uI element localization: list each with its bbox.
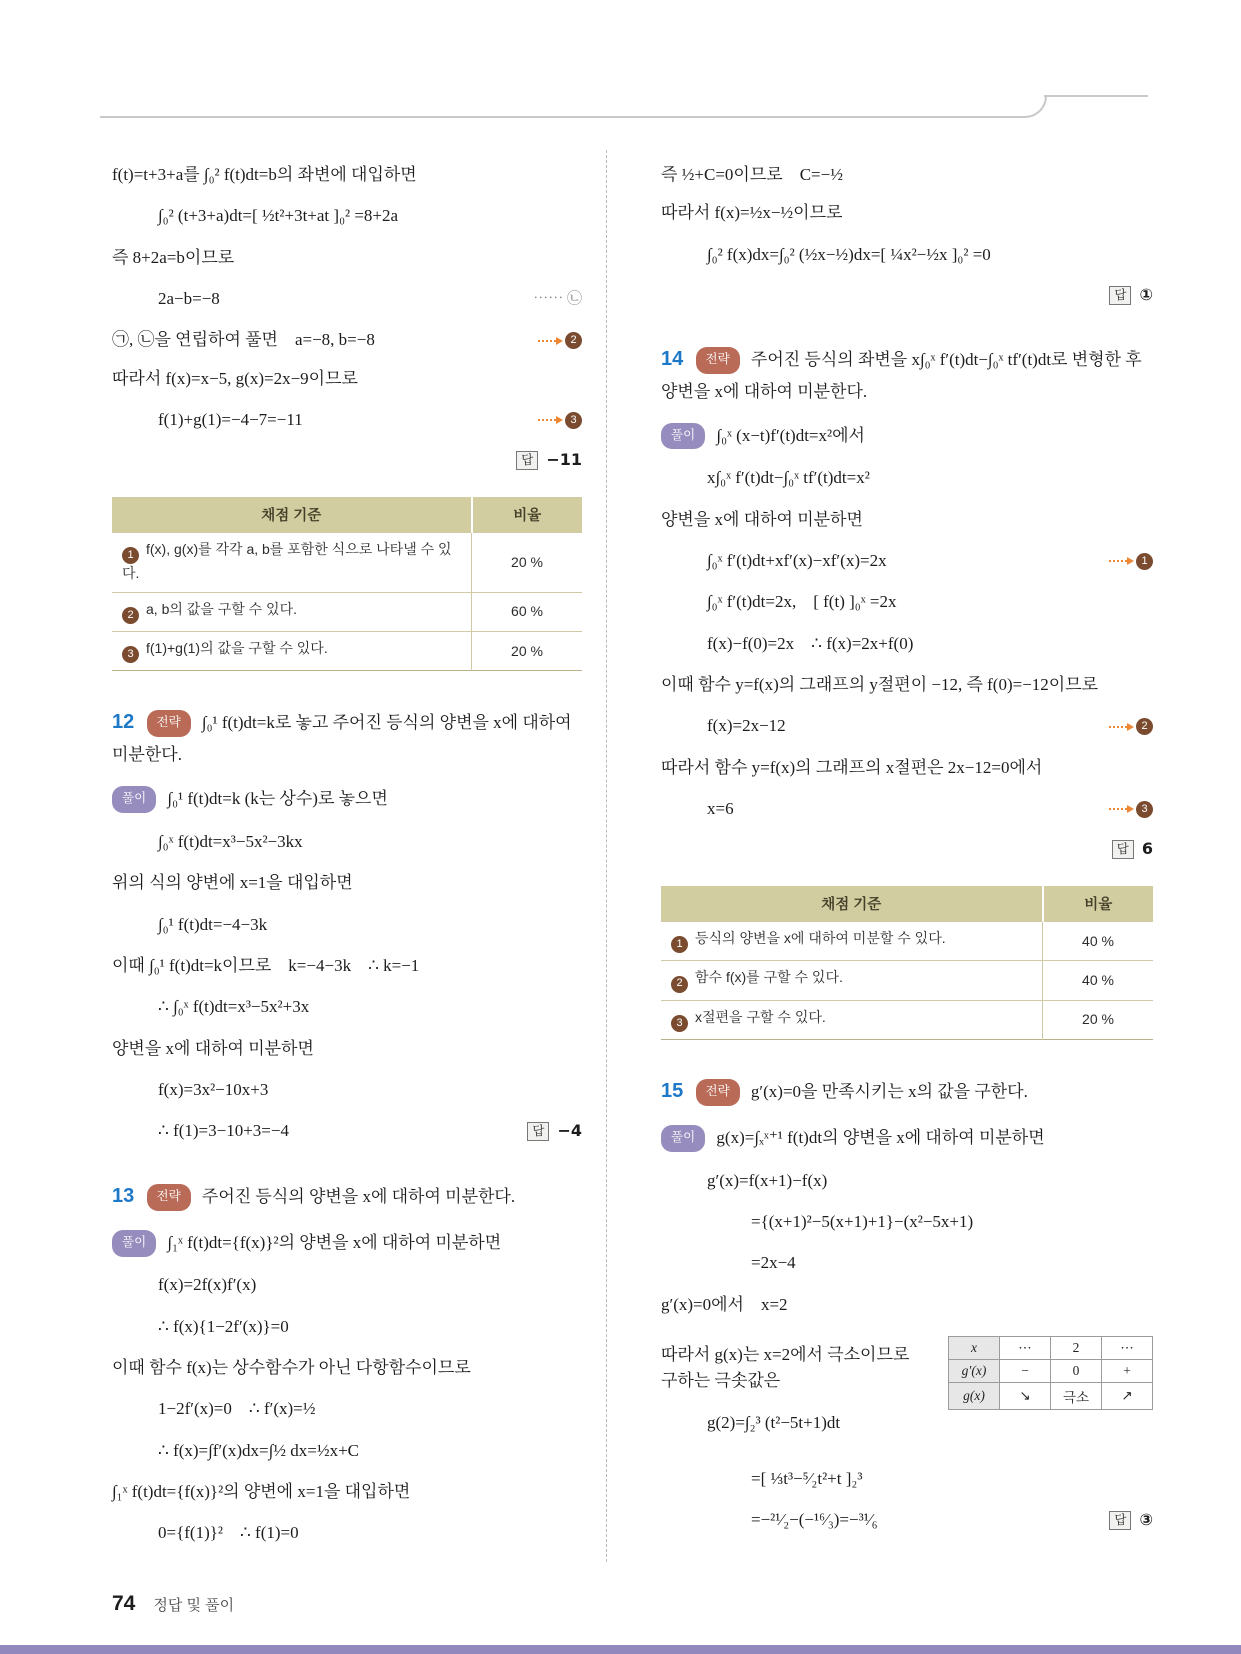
table-row — [661, 922, 1153, 961]
answer-value: −4 — [557, 1121, 582, 1141]
sign-cell: + — [1102, 1359, 1153, 1382]
solution-text: 따라서 함수 y=f(x)의 그래프의 x절편은 2x−12=0에서 — [661, 757, 1043, 777]
sign-cell: ↘ — [1000, 1382, 1051, 1409]
equation-text: ∫₀² f(x)dx=∫₀² (½x−½)dx=[ ¼x²−½x ]₀² =0 — [707, 244, 991, 264]
equation-line — [661, 713, 1153, 739]
equation-line — [661, 1209, 1153, 1235]
answer-box: 답 — [1112, 840, 1134, 859]
equation-text: ∫₀ˣ f′(t)dt+xf′(x)−xf′(x)=2x — [707, 551, 887, 571]
step-marker — [538, 332, 582, 349]
table-header-row — [112, 497, 582, 533]
solution-text: ∫₀ˣ (x−t)f′(t)dt=x²에서 — [716, 425, 865, 445]
solution-badge: 풀이 — [661, 423, 705, 450]
table-header-row — [661, 886, 1153, 922]
solution-line — [112, 1479, 582, 1505]
table-row — [661, 1000, 1153, 1039]
criteria-text: x절편을 구할 수 있다. — [695, 1008, 826, 1025]
equation-line — [112, 1396, 582, 1422]
equation-text: ∫₀² (t+3+a)dt=[ ½t²+3t+at ]₀² =8+2a — [158, 206, 399, 226]
equation-text: ∴ f(x)=∫f′(x)dx=∫½ dx=½x+C — [158, 1440, 360, 1460]
equation-line — [112, 1520, 582, 1546]
equation-text: g′(x)=f(x+1)−f(x) — [707, 1170, 828, 1190]
equation-line — [112, 994, 582, 1020]
answer-marker — [1109, 1508, 1153, 1533]
sign-cell: ⋯ — [1000, 1336, 1051, 1359]
solution-line — [112, 327, 582, 353]
ratio-cell: 40 % — [1043, 961, 1154, 1000]
footer-label: 정답 및 풀이 — [153, 1597, 235, 1614]
flow-arrow-icon — [538, 419, 560, 421]
equation-text: 2a−b=−8 — [158, 289, 220, 309]
solution-line — [661, 507, 1153, 533]
solution-text: ㉠, ㉡을 연립하여 풀면 a=−8, b=−8 — [112, 330, 375, 350]
sign-cell: 0 — [1051, 1359, 1102, 1382]
solution-line — [661, 200, 1153, 226]
equation-text: =2x−4 — [751, 1253, 796, 1273]
criteria-text: 함수 f(x)를 구할 수 있다. — [695, 969, 843, 986]
sign-cell: g(x) — [949, 1382, 1000, 1409]
solution-text: g′(x)=0에서 x=2 — [661, 1294, 788, 1314]
page-number: 74 — [112, 1592, 136, 1615]
solution-text: ∫₁ˣ f(t)dt={f(x)}²의 양변을 x에 대하여 미분하면 — [167, 1232, 502, 1252]
answer-value: −11 — [546, 450, 582, 470]
equation-line — [112, 407, 582, 433]
solution-line — [112, 1355, 582, 1381]
strategy-text: 주어진 등식의 양변을 x에 대하여 미분한다. — [201, 1186, 516, 1206]
sign-cell: 2 — [1051, 1336, 1102, 1359]
criteria-cell — [661, 922, 1043, 961]
solution-text: 즉 ½+C=0이므로 C=−½ — [661, 165, 843, 184]
answer-value: ① — [1139, 285, 1153, 305]
equation-line — [112, 203, 582, 229]
equation-text: ∴ ∫₀ˣ f(t)dt=x³−5x²+3x — [158, 997, 310, 1017]
equation-line — [112, 1077, 582, 1103]
grading-criteria-table-1 — [112, 497, 582, 671]
equation-line — [661, 1507, 1153, 1533]
step-number-badge: 3 — [122, 646, 139, 663]
equation-text: g(2)=∫₂³ (t²−5t+1)dt — [707, 1412, 841, 1432]
problem-header-12 — [112, 705, 582, 770]
equation-text: =[ ⅓t³−⁵⁄₂t²+t ]₂³ — [751, 1468, 863, 1488]
step-number-badge: 1 — [1136, 553, 1153, 570]
table-row — [112, 593, 582, 632]
equation-text: f(x)−f(0)=2x ∴ f(x)=2x+f(0) — [707, 633, 914, 653]
equation-line — [661, 465, 1153, 491]
step-number-badge: 3 — [565, 412, 582, 429]
answer-line — [112, 448, 582, 473]
equation-line — [112, 1438, 582, 1464]
solution-start — [112, 1228, 582, 1258]
solution-text: 따라서 f(x)=½x−½이므로 — [661, 203, 843, 223]
equation-line — [661, 589, 1153, 615]
answer-marker — [527, 1119, 582, 1144]
solution-line — [112, 245, 582, 271]
answer-box: 답 — [1109, 286, 1131, 305]
step-number-badge: 2 — [671, 976, 688, 993]
solution-text: 양변을 x에 대하여 미분하면 — [112, 1038, 314, 1058]
solution-text: g(x)=∫ₓˣ⁺¹ f(t)dt의 양변을 x에 대하여 미분하면 — [716, 1127, 1045, 1147]
ratio-cell: 20 % — [472, 533, 583, 593]
solution-text: 위의 식의 양변에 x=1을 대입하면 — [112, 873, 353, 893]
flow-text — [661, 1330, 936, 1451]
strategy-badge: 전략 — [696, 1079, 740, 1106]
answer-line — [661, 837, 1153, 862]
solution-line — [661, 1342, 936, 1395]
solution-text: 이때 함수 y=f(x)의 그래프의 y절편이 −12, 즉 f(0)=−12이므로 — [661, 675, 1099, 695]
flow-arrow-icon — [1109, 560, 1131, 562]
sign-cell: ⋯ — [1102, 1336, 1153, 1359]
solution-line — [112, 1036, 582, 1062]
criteria-header: 채점 기준 — [661, 886, 1043, 922]
criteria-cell — [112, 593, 472, 632]
flow-arrow-icon — [538, 340, 560, 342]
step-number-badge: 1 — [122, 547, 139, 564]
reference-label: ⋯⋯ ㉡ — [533, 290, 582, 307]
solution-text: 양변을 x에 대하여 미분하면 — [661, 509, 863, 529]
step-marker — [1109, 801, 1153, 818]
answer-box: 답 — [527, 1122, 549, 1141]
solution-line — [661, 755, 1153, 781]
equation-line — [112, 912, 582, 938]
solution-text: f(t)=t+3+a를 ∫₀² f(t)dt=b의 좌변에 대입하면 — [112, 165, 417, 184]
sign-cell: 극소 — [1051, 1382, 1102, 1409]
criteria-header: 채점 기준 — [112, 497, 472, 533]
equation-line — [661, 1168, 1153, 1194]
equation-line — [112, 1118, 582, 1144]
step-number-badge: 2 — [122, 607, 139, 624]
problem-header-15 — [661, 1074, 1153, 1109]
strategy-text: ∫₀¹ f(t)dt=k로 놓고 주어진 등식의 양변을 x에 대하여 미분한다. — [112, 713, 572, 765]
step-number-badge: 2 — [565, 332, 582, 349]
equation-text: f(1)+g(1)=−4−7=−11 — [158, 410, 303, 430]
answer-box: 답 — [1109, 1511, 1131, 1530]
sign-cell: x — [949, 1336, 1000, 1359]
top-decorative-rule — [100, 96, 1047, 118]
equation-text: ∴ f(1)=3−10+3=−4 — [158, 1121, 289, 1141]
solution-text: 따라서 g(x)는 x=2에서 극소이므로 구하는 극솟값은 — [661, 1344, 910, 1391]
step-number-badge: 2 — [1136, 718, 1153, 735]
criteria-cell — [112, 533, 472, 593]
solution-line — [661, 672, 1153, 698]
equation-line — [112, 1272, 582, 1298]
step-marker — [538, 412, 582, 429]
problem-number: 12 — [112, 711, 135, 734]
bottom-accent-bar — [0, 1645, 1241, 1654]
table-row — [661, 961, 1153, 1000]
sign-table-row — [949, 1359, 1153, 1382]
equation-text: x=6 — [707, 799, 734, 819]
solution-start — [112, 784, 582, 814]
flow-arrow-icon — [1109, 726, 1131, 728]
equation-text: f(x)=3x²−10x+3 — [158, 1079, 269, 1099]
equation-line — [661, 1466, 1153, 1492]
step-number-badge: 3 — [671, 1015, 688, 1032]
solution-badge: 풀이 — [112, 1230, 156, 1257]
ratio-cell: 20 % — [472, 632, 583, 671]
equation-line — [661, 548, 1153, 574]
strategy-badge: 전략 — [696, 347, 740, 374]
top-decorative-rule-end — [1044, 95, 1148, 97]
ratio-header: 비율 — [1043, 886, 1154, 922]
equation-line — [661, 796, 1153, 822]
left-column — [112, 150, 606, 1562]
answer-value: 6 — [1141, 839, 1153, 859]
equation-line — [112, 1314, 582, 1340]
equation-text: 0={f(1)}² ∴ f(1)=0 — [158, 1523, 299, 1543]
problem-number: 14 — [661, 347, 684, 370]
strategy-text: 주어진 등식의 좌변을 x∫₀ˣ f′(t)dt−∫₀ˣ tf′(t)dt로 변형한 후 양변을 x에 대하여 미분한다. — [661, 349, 1142, 401]
step-marker — [1109, 718, 1153, 735]
solution-badge: 풀이 — [112, 786, 156, 813]
sign-chart-table — [948, 1336, 1153, 1410]
criteria-cell — [112, 632, 472, 671]
solution-line — [661, 1292, 1153, 1318]
equation-text: ={(x+1)²−5(x+1)+1}−(x²−5x+1) — [751, 1211, 974, 1231]
solution-line — [661, 162, 1153, 188]
answer-line — [661, 283, 1153, 308]
solution-text: 따라서 f(x)=x−5, g(x)=2x−9이므로 — [112, 368, 358, 388]
criteria-text: f(1)+g(1)의 값을 구할 수 있다. — [146, 640, 328, 657]
problem-number: 13 — [112, 1184, 135, 1207]
sign-cell: ↗ — [1102, 1382, 1153, 1409]
answer-box: 답 — [516, 451, 538, 470]
ratio-header: 비율 — [472, 497, 583, 533]
equation-text: ∫₀ˣ f(t)dt=x³−5x²−3kx — [158, 831, 303, 851]
ratio-cell: 20 % — [1043, 1000, 1154, 1039]
table-row — [112, 632, 582, 671]
strategy-badge: 전략 — [147, 710, 191, 737]
criteria-cell — [661, 1000, 1043, 1039]
table-row — [112, 533, 582, 593]
problem-number: 15 — [661, 1079, 684, 1102]
equation-line — [661, 631, 1153, 657]
problem-header-13 — [112, 1179, 582, 1214]
equation-text: f(x)=2x−12 — [707, 716, 786, 736]
solution-text: ∫₁ˣ f(t)dt={f(x)}²의 양변에 x=1을 대입하면 — [112, 1482, 411, 1502]
solution-badge: 풀이 — [661, 1125, 705, 1152]
solution-line — [112, 870, 582, 896]
step-marker — [1109, 553, 1153, 570]
equation-text: ∫₀ˣ f′(t)dt=2x, [ f(t) ]₀ˣ =2x — [707, 592, 897, 612]
equation-text: 1−2f′(x)=0 ∴ f′(x)=½ — [158, 1399, 316, 1419]
equation-text: ∴ f(x){1−2f′(x)}=0 — [158, 1316, 289, 1336]
equation-text: x∫₀ˣ f′(t)dt−∫₀ˣ tf′(t)dt=x² — [707, 468, 870, 488]
problem-header-14 — [661, 342, 1153, 407]
strategy-badge: 전략 — [147, 1184, 191, 1211]
sign-table-row — [949, 1336, 1153, 1359]
grading-criteria-table-2 — [661, 886, 1153, 1040]
sign-cell: g′(x) — [949, 1359, 1000, 1382]
page-footer — [112, 1592, 234, 1616]
solution-line — [112, 366, 582, 392]
strategy-text: g′(x)=0을 만족시키는 x의 값을 구한다. — [750, 1081, 1028, 1101]
solution-line — [112, 953, 582, 979]
equation-line — [661, 1250, 1153, 1276]
flow-arrow-icon — [1109, 808, 1131, 810]
solution-text: 이때 ∫₀¹ f(t)dt=k이므로 k=−4−3k ∴ k=−1 — [112, 955, 420, 975]
equation-line — [661, 242, 1153, 268]
sign-cell: − — [1000, 1359, 1051, 1382]
solution-line — [112, 162, 582, 188]
answer-value: ③ — [1139, 1510, 1153, 1530]
right-column — [606, 150, 1153, 1562]
equation-text: =−²¹⁄₂−(−¹⁶⁄₃)=−³¹⁄₆ — [751, 1510, 878, 1530]
text-and-sign-table — [661, 1330, 1153, 1451]
equation-text: ∫₀¹ f(t)dt=−4−3k — [158, 914, 268, 934]
criteria-cell — [661, 961, 1043, 1000]
equation-line — [112, 829, 582, 855]
criteria-text: 등식의 양변을 x에 대하여 미분할 수 있다. — [695, 930, 946, 947]
solution-text: 즉 8+2a=b이므로 — [112, 247, 235, 267]
sign-table-row — [949, 1382, 1153, 1409]
equation-line — [661, 1410, 936, 1436]
criteria-text: f(x), g(x)를 각각 a, b를 포함한 식으로 나타낼 수 있다. — [122, 541, 452, 582]
step-number-badge: 1 — [671, 936, 688, 953]
step-number-badge: 3 — [1136, 801, 1153, 818]
ratio-cell: 60 % — [472, 593, 583, 632]
solution-text: 이때 함수 f(x)는 상수함수가 아닌 다항함수이므로 — [112, 1358, 471, 1378]
equation-line — [112, 286, 582, 312]
ratio-cell: 40 % — [1043, 922, 1154, 961]
solution-start — [661, 421, 1153, 451]
equation-text: f(x)=2f(x)f′(x) — [158, 1275, 257, 1295]
criteria-text: a, b의 값을 구할 수 있다. — [146, 601, 297, 617]
solution-text: ∫₀¹ f(t)dt=k (k는 상수)로 놓으면 — [167, 789, 388, 809]
solution-start — [661, 1123, 1153, 1153]
